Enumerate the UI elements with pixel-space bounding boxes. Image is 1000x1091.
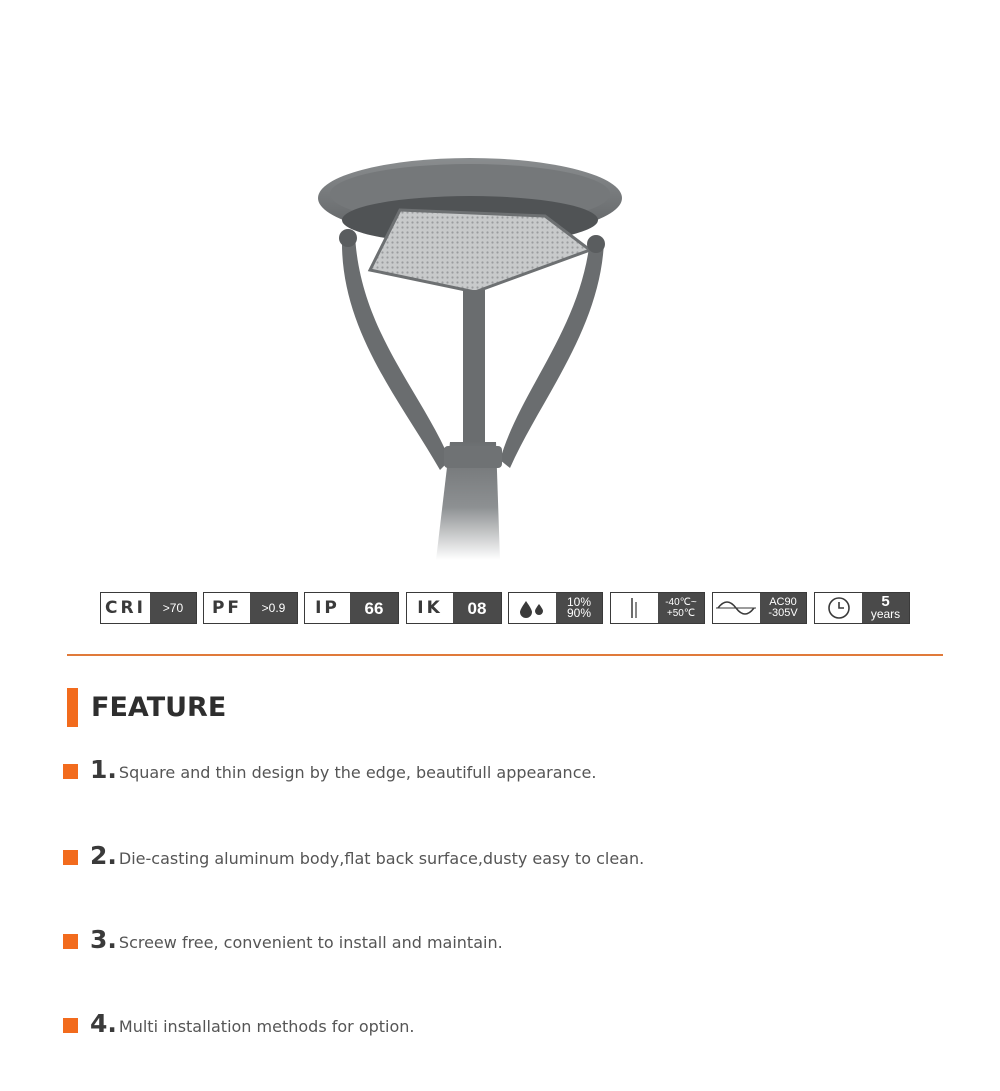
section-divider	[67, 654, 943, 656]
feature-list-item	[63, 841, 644, 871]
warranty-value	[862, 593, 909, 623]
temperature-min: -40℃~	[665, 597, 697, 608]
temperature-value	[658, 593, 704, 623]
street-light-image	[300, 150, 660, 560]
humidity-max: 90%	[566, 606, 591, 620]
water-drops-icon	[509, 593, 556, 623]
clock-icon	[815, 593, 862, 623]
feature-heading: FEATURE	[91, 692, 227, 723]
ip-label: IP	[315, 598, 340, 618]
feature-accent-bar	[67, 688, 78, 727]
cri-value: >70	[150, 593, 196, 623]
pf-badge	[203, 592, 298, 624]
voltage-max: -305V	[768, 607, 798, 619]
feature-number: 3.	[90, 925, 117, 954]
feature-text: Die-casting aluminum body,flat back surface,dusty easy to clean.	[118, 849, 645, 868]
humidity-badge	[508, 592, 603, 624]
temperature-max: +50℃	[666, 608, 696, 619]
warranty-badge	[814, 592, 910, 624]
ik-label: IK	[417, 598, 443, 618]
humidity-min: 10%	[566, 595, 591, 609]
bullet-square-icon	[63, 1018, 78, 1033]
cri-label: CRI	[105, 598, 146, 618]
warranty-years-unit: years	[870, 607, 901, 621]
ip-badge	[304, 592, 399, 624]
feature-list-item	[63, 925, 503, 955]
pf-label: PF	[211, 598, 243, 618]
temperature-badge	[610, 592, 705, 624]
thermometer-icon	[611, 593, 658, 623]
feature-text: Screew free, convenient to install and maintain.	[118, 933, 503, 952]
ip-value: 66	[350, 593, 398, 623]
warranty-years-number: 5	[881, 593, 890, 610]
humidity-value	[556, 593, 602, 623]
sine-wave-icon	[713, 593, 760, 623]
bullet-square-icon	[63, 764, 78, 779]
feature-list-item	[63, 755, 596, 785]
voltage-value	[760, 593, 806, 623]
cri-badge	[100, 592, 197, 624]
voltage-badge	[712, 592, 807, 624]
voltage-min: AC90	[769, 596, 797, 608]
feature-number: 4.	[90, 1009, 117, 1038]
feature-number: 2.	[90, 841, 117, 870]
bullet-square-icon	[63, 934, 78, 949]
pf-value: >0.9	[250, 593, 297, 623]
ik-badge	[406, 592, 502, 624]
feature-list-item	[63, 1009, 415, 1039]
feature-text: Square and thin design by the edge, beautifull appearance.	[118, 763, 597, 782]
feature-number: 1.	[90, 755, 117, 784]
ik-value: 08	[453, 593, 501, 623]
bullet-square-icon	[63, 850, 78, 865]
feature-text: Multi installation methods for option.	[118, 1017, 415, 1036]
